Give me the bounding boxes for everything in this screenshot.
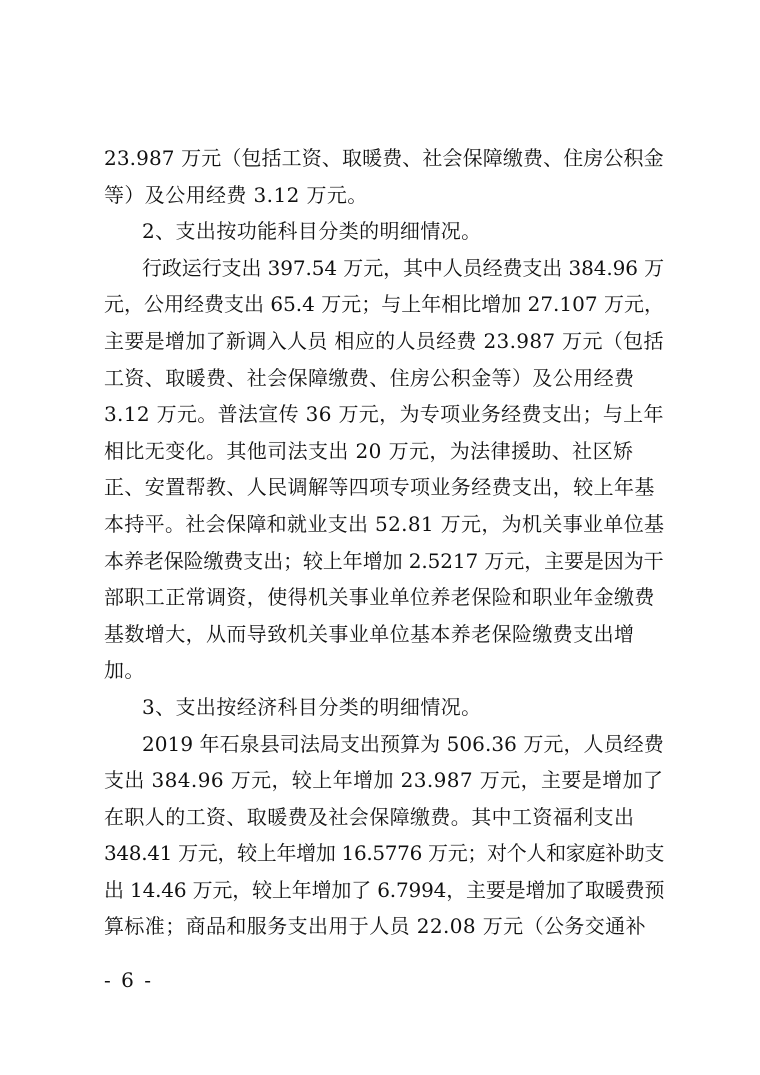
text-line: 部职工正常调资，使得机关事业单位养老保险和职业年金缴费	[104, 585, 655, 610]
document-body	[104, 140, 664, 945]
text-line: 基数增大，从而导致机关事业单位基本养老保险缴费支出增	[104, 621, 635, 646]
text-line: 工资、取暖费、社会保障缴费、住房公积金等）及公用经费	[104, 365, 635, 390]
text-line: 3.12 万元。普法宣传 36 万元，为专项业务经费支出；与上年	[104, 402, 664, 427]
text-line: 算标准；商品和服务支出用于人员 22.08 万元（公务交通补	[104, 914, 646, 939]
text-line: 本持平。社会保障和就业支出 52.81 万元，为机关事业单位基	[104, 511, 665, 536]
text-line: 出 14.46 万元，较上年增加了 6.7994，主要是增加了取暖费预	[104, 877, 665, 902]
text-line: 元，公用经费支出 65.4 万元；与上年相比增加 27.107 万元，	[104, 292, 664, 317]
text-line: 支出 384.96 万元，较上年增加 23.987 万元，主要是增加了	[104, 768, 664, 793]
text-line: 加。	[104, 658, 145, 683]
text-line: 行政运行支出 397.54 万元，其中人员经费支出 384.96 万	[142, 255, 664, 280]
text-line: 2、支出按功能科目分类的明细情况。	[142, 219, 482, 244]
text-line: 相比无变化。其他司法支出 20 万元，为法律援助、社区矫	[104, 438, 634, 463]
text-line: 主要是增加了新调入人员 相应的人员经费 23.987 万元（包括	[104, 328, 664, 353]
text-line: 23.987 万元（包括工资、取暖费、社会保障缴费、住房公积金	[104, 146, 664, 170]
text-line: 2019 年石泉县司法局支出预算为 506.36 万元，人员经费	[142, 731, 664, 756]
page-number: - 6 -	[104, 968, 153, 992]
text-line: 正、安置帮教、人民调解等四项专项业务经费支出，较上年基	[104, 475, 655, 500]
text-line: 在职人的工资、取暖费及社会保障缴费。其中工资福利支出	[104, 804, 635, 829]
text-line: 348.41 万元，较上年增加 16.5776 万元；对个人和家庭补助支	[104, 841, 665, 866]
text-line: 3、支出按经济科目分类的明细情况。	[142, 694, 482, 719]
text-line: 等）及公用经费 3.12 万元。	[104, 182, 368, 207]
text-line: 本养老保险缴费支出；较上年增加 2.5217 万元，主要是因为干	[104, 548, 664, 573]
